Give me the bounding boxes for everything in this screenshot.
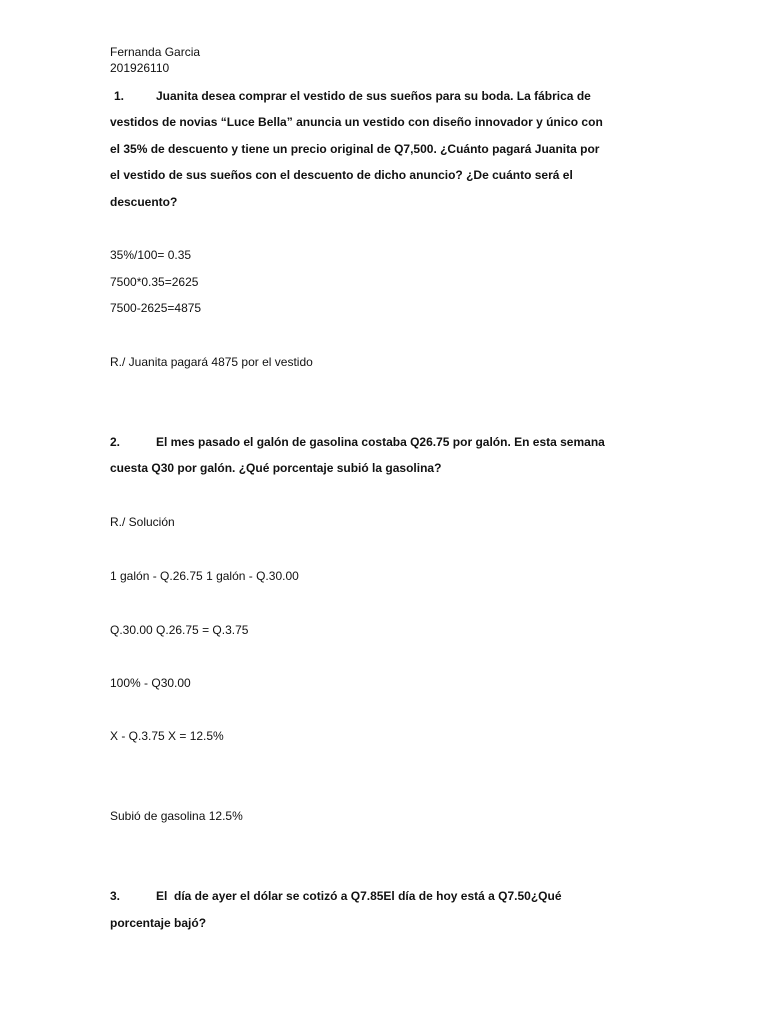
q2-line-2: cuesta Q30 por galón. ¿Qué porcentaje subió la gasolina? bbox=[110, 461, 442, 475]
q2-solution-label: R./ Solución bbox=[110, 515, 175, 529]
q1-line-3: el 35% de descuento y tiene un precio original de Q7,500. ¿Cuánto pagará Juanita por bbox=[110, 142, 600, 156]
q3-line-2: porcentaje bajó? bbox=[110, 916, 207, 930]
q3-line-1 bbox=[110, 888, 562, 904]
q3-text: El día de ayer el dólar se cotizó a Q7.85El día de hoy está a Q7.50¿Qué bbox=[156, 889, 562, 903]
q1-text: Juanita desea comprar el vestido de sus sueños para su boda. La fábrica de bbox=[156, 89, 591, 103]
q1-line-4: el vestido de sus sueños con el descuento de dicho anuncio? ¿De cuánto será el bbox=[110, 168, 573, 182]
q2-text: El mes pasado el galón de gasolina costaba Q26.75 por galón. En esta semana bbox=[156, 435, 605, 449]
author-name: Fernanda Garcia bbox=[110, 45, 201, 59]
q1-line-1 bbox=[114, 88, 591, 104]
q2-line-1 bbox=[110, 434, 605, 450]
q2-work-4: X - Q.3.75 X = 12.5% bbox=[110, 729, 224, 743]
q2-work-2: Q.30.00 Q.26.75 = Q.3.75 bbox=[110, 623, 249, 637]
q1-line-5: descuento? bbox=[110, 195, 178, 209]
q1-number: 1. bbox=[114, 89, 125, 103]
q2-number: 2. bbox=[110, 435, 121, 449]
q2-work-3: 100% - Q30.00 bbox=[110, 676, 191, 690]
q3-number: 3. bbox=[110, 889, 121, 903]
q2-answer: Subió de gasolina 12.5% bbox=[110, 809, 243, 823]
q1-work-2: 7500*0.35=2625 bbox=[110, 275, 199, 289]
q1-work-1: 35%/100= 0.35 bbox=[110, 248, 192, 262]
q1-work-3: 7500-2625=4875 bbox=[110, 301, 202, 315]
q2-work-1: 1 galón - Q.26.75 1 galón - Q.30.00 bbox=[110, 569, 299, 583]
q1-line-2: vestidos de novias “Luce Bella” anuncia un vestido con diseño innovador y único con bbox=[110, 115, 603, 129]
q1-answer: R./ Juanita pagará 4875 por el vestido bbox=[110, 355, 313, 369]
student-id: 201926110 bbox=[110, 61, 170, 75]
